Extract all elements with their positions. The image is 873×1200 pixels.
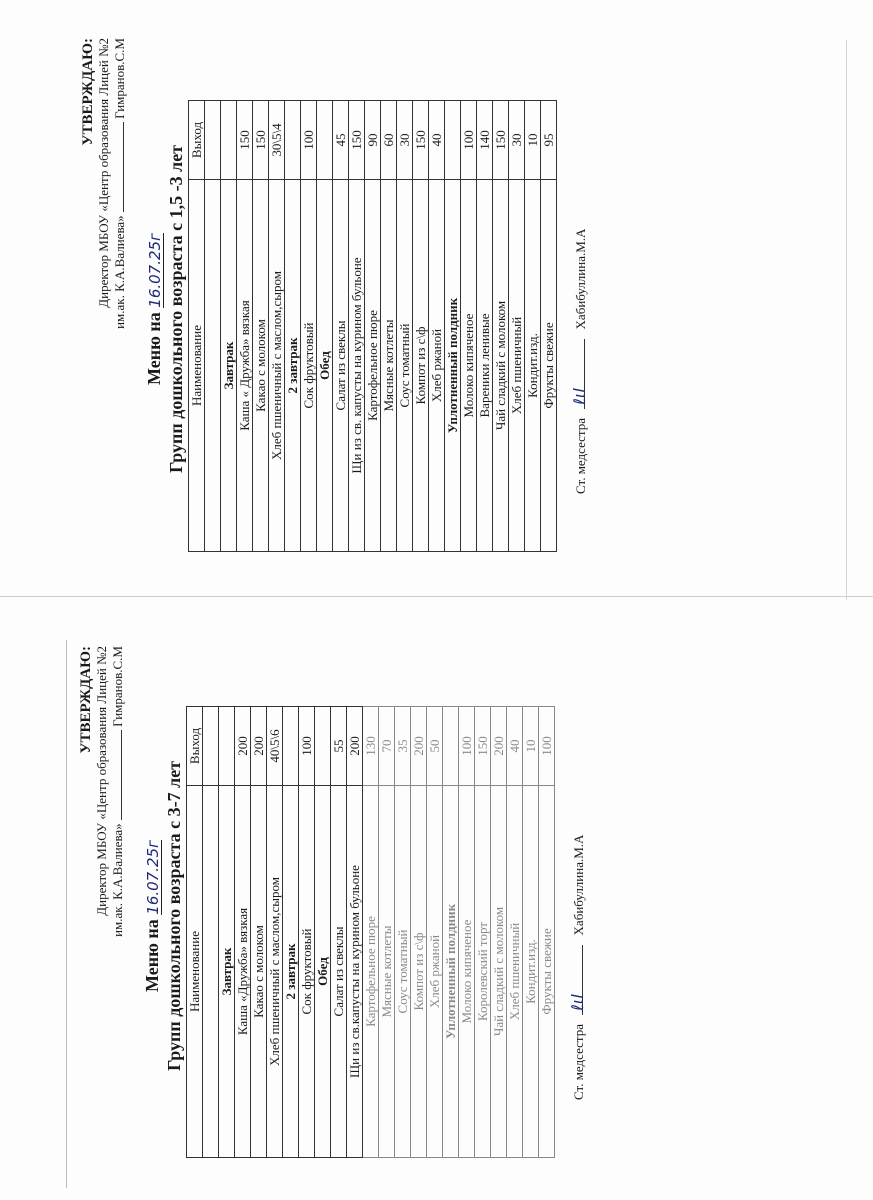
dish-name: Хлеб ржаной [429, 180, 445, 552]
table-row [397, 101, 413, 552]
dish-name: Компот из с\ф [413, 180, 429, 552]
dish-name: Картофельное пюре [365, 180, 381, 552]
section-row [219, 707, 235, 1158]
menu-table [186, 706, 555, 1158]
dish-output: 95 [541, 101, 557, 180]
dish-output: 200 [251, 707, 267, 786]
dish-name: Салат из свеклы [331, 786, 347, 1158]
dish-name: Картофельное пюре [363, 786, 379, 1158]
dish-name: Мясные котлеты [379, 786, 395, 1158]
menu-title [146, 34, 164, 584]
section-row [221, 101, 237, 552]
section-row [443, 707, 459, 1158]
dish-name: Щи из св. капусты на курином бульоне [349, 180, 365, 552]
dish-output: 100 [459, 707, 475, 786]
dish-name: 2 завтрак [285, 180, 301, 552]
director-line: Директор МБОУ «Центр образования Лицей №2 [94, 646, 109, 916]
dish-output: 100 [539, 707, 555, 786]
menu-label: Меню на [144, 312, 164, 385]
table-row [349, 101, 365, 552]
table-row [301, 101, 317, 552]
group-title: Групп дошкольного возраста с 3-7 лет [164, 760, 184, 1072]
dish-output: 30 [397, 101, 413, 180]
menu-page-1-5-3 [76, 34, 836, 584]
group-title: Групп дошкольного возраста с 1,5 -3 лет [166, 144, 186, 474]
menu-date: 16.07.25г [144, 840, 162, 915]
nurse-name: Хабибуллина.М.А [573, 228, 588, 330]
dish-output: 40 [507, 707, 523, 786]
section-row [285, 101, 301, 552]
dish-output: 55 [331, 707, 347, 786]
dish-name: Хлеб ржаной [427, 786, 443, 1158]
dish-output [221, 101, 237, 180]
dish-output [443, 707, 459, 786]
dish-output [283, 707, 299, 786]
menu-page-3-7 [74, 642, 834, 1190]
dish-output: 60 [381, 101, 397, 180]
table-row [269, 101, 285, 552]
dish-name: Фрукты свежие [539, 786, 555, 1158]
signature-mark: ℓιl [570, 388, 589, 405]
dish-name: Фрукты свежие [541, 180, 557, 552]
dish-output: 90 [365, 101, 381, 180]
dish-output: 45 [333, 101, 349, 180]
dish-name: Каша «Дружба» вязкая [235, 786, 251, 1158]
dish-name: Обед [315, 786, 331, 1158]
table-row [461, 101, 477, 552]
dish-output: 150 [493, 101, 509, 180]
dish-name: Королевский торт [475, 786, 491, 1158]
approval-label: УТВЕРЖДАЮ: [78, 646, 94, 754]
page-footer [570, 34, 589, 494]
director-org: им.ак. К.А.Валиева» [110, 823, 125, 937]
column-header-name: Наименование [187, 786, 203, 1158]
section-row [283, 707, 299, 1158]
section-row [315, 707, 331, 1158]
dish-output: 150 [413, 101, 429, 180]
column-header-name: Наименование [189, 180, 205, 552]
nurse-name: Хабибуллина.М.А [571, 834, 586, 936]
table-header-row [189, 101, 205, 552]
table-row [235, 707, 251, 1158]
dish-name [205, 180, 221, 552]
dish-name: Сок фруктовый [301, 180, 317, 552]
table-row [267, 707, 283, 1158]
dish-output: 50 [427, 707, 443, 786]
section-row [445, 101, 461, 552]
dish-name: Завтрак [221, 180, 237, 552]
column-header-output: Выход [187, 707, 203, 786]
dish-output: 150 [475, 707, 491, 786]
table-row [539, 707, 555, 1158]
dish-output: 30 [509, 101, 525, 180]
dish-name: Хлеб пшеничный с маслом,сыром [267, 786, 283, 1158]
dish-name: Компот из с\ф [411, 786, 427, 1158]
table-row [253, 101, 269, 552]
scan-fold-vertical-right [846, 40, 847, 600]
table-row [203, 707, 219, 1158]
table-row [381, 101, 397, 552]
dish-output: 70 [379, 707, 395, 786]
table-row [459, 707, 475, 1158]
dish-name: Хлеб пшеничный [509, 180, 525, 552]
director-line: Директор МБОУ «Центр образования Лицей №2 [96, 38, 111, 308]
dish-name: Хлеб пшеничный [507, 786, 523, 1158]
dish-name: 2 завтрак [283, 786, 299, 1158]
menu-table [188, 100, 557, 552]
dish-output: 150 [349, 101, 365, 180]
signature-line [570, 339, 589, 409]
dish-output: 200 [347, 707, 363, 786]
dish-output: 200 [235, 707, 251, 786]
table-row [477, 101, 493, 552]
scan-fold-vertical [66, 640, 67, 1188]
dish-name: Соус томатный [397, 180, 413, 552]
dish-output [315, 707, 331, 786]
dish-name: Уплотненный полдник [443, 786, 459, 1158]
menu-label: Меню на [142, 919, 162, 992]
table-row [493, 101, 509, 552]
dish-output: 100 [299, 707, 315, 786]
dish-name: Кондит.изд. [525, 180, 541, 552]
dish-name: Молоко кипяченое [459, 786, 475, 1158]
dish-name: Хлеб пшеничный с маслом,сыром [269, 180, 285, 552]
menu-title [144, 642, 162, 1190]
director-name: Гимранов.С.М [112, 38, 127, 119]
table-row [395, 707, 411, 1158]
table-row [541, 101, 557, 552]
dish-output: 35 [395, 707, 411, 786]
dish-name: Чай сладкий с молоком [491, 786, 507, 1158]
dish-name: Щи из св.капусты на курином бульоне [347, 786, 363, 1158]
dish-output: 200 [491, 707, 507, 786]
nurse-label: Ст. медсестра [573, 417, 588, 494]
table-row [411, 707, 427, 1158]
dish-output: 150 [237, 101, 253, 180]
dish-output: 140 [477, 101, 493, 180]
dish-output [203, 707, 219, 786]
dish-name: Вареники ленивые [477, 180, 493, 552]
table-row [509, 101, 525, 552]
dish-output: 10 [525, 101, 541, 180]
dish-name: Молоко кипяченое [461, 180, 477, 552]
table-row [347, 707, 363, 1158]
dish-output [205, 101, 221, 180]
table-row [237, 101, 253, 552]
dish-output: 30\5\4 [269, 101, 285, 180]
column-header-output: Выход [189, 101, 205, 180]
nurse-label: Ст. медсестра [571, 1023, 586, 1100]
table-row [413, 101, 429, 552]
dish-output: 100 [461, 101, 477, 180]
table-row [525, 101, 541, 552]
page-header [74, 642, 186, 1190]
table-row [475, 707, 491, 1158]
table-row [429, 101, 445, 552]
dish-name: Завтрак [219, 786, 235, 1158]
dish-name [203, 786, 219, 1158]
dish-output: 130 [363, 707, 379, 786]
table-row [251, 707, 267, 1158]
scan-fold-horizontal [0, 596, 873, 597]
dish-name: Чай сладкий с молоком [493, 180, 509, 552]
dish-name: Уплотненный полдник [445, 180, 461, 552]
director-name: Гимранов.С.М [110, 646, 125, 727]
director-org: им.ак. К.А.Валиева» [112, 215, 127, 329]
dish-name: Каша « Дружба» вязкая [237, 180, 253, 552]
page-header [76, 34, 188, 584]
director-line-2 [110, 646, 126, 937]
table-row [507, 707, 523, 1158]
approval-label: УТВЕРЖДАЮ: [80, 38, 96, 146]
section-row [317, 101, 333, 552]
table-row [299, 707, 315, 1158]
signature-line [568, 945, 587, 1015]
dish-name: Соус томатный [395, 786, 411, 1158]
dish-output: 200 [411, 707, 427, 786]
table-row [333, 101, 349, 552]
dish-output [219, 707, 235, 786]
page-footer [568, 642, 587, 1100]
table-row [205, 101, 221, 552]
table-row [379, 707, 395, 1158]
table-header-row [187, 707, 203, 1158]
dish-output: 150 [253, 101, 269, 180]
table-row [363, 707, 379, 1158]
table-row [331, 707, 347, 1158]
signature-mark: ℓιl [568, 994, 587, 1011]
dish-output [285, 101, 301, 180]
dish-name: Сок фруктовый [299, 786, 315, 1158]
dish-output [317, 101, 333, 180]
table-row [365, 101, 381, 552]
director-line-2 [112, 38, 128, 329]
dish-output: 10 [523, 707, 539, 786]
dish-output: 40 [429, 101, 445, 180]
menu-date: 16.07.25г [146, 233, 164, 308]
dish-output: 100 [301, 101, 317, 180]
dish-output: 40\5\6 [267, 707, 283, 786]
dish-name: Кондит.изд. [523, 786, 539, 1158]
table-row [523, 707, 539, 1158]
dish-name: Какао с молоком [251, 786, 267, 1158]
dish-name: Какао с молоком [253, 180, 269, 552]
table-row [491, 707, 507, 1158]
dish-name: Обед [317, 180, 333, 552]
dish-output [445, 101, 461, 180]
dish-name: Мясные котлеты [381, 180, 397, 552]
dish-name: Салат из свеклы [333, 180, 349, 552]
table-row [427, 707, 443, 1158]
